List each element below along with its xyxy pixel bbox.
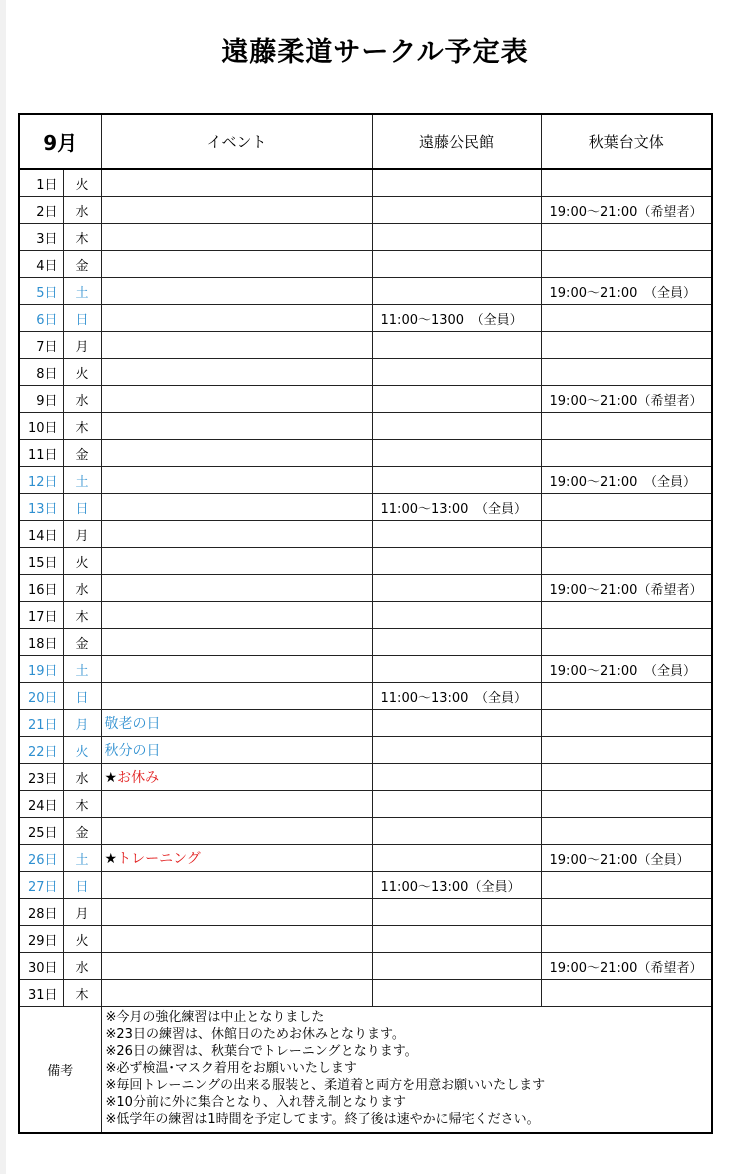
day-event [101, 602, 372, 629]
venue2-time: 19:00～21:00（希望者） [541, 197, 712, 224]
day-row [19, 359, 712, 386]
day-event [101, 521, 372, 548]
day-event [101, 872, 372, 899]
day-date: 2日 [19, 197, 63, 224]
day-event [101, 197, 372, 224]
venue2-time [541, 926, 712, 953]
day-event [101, 224, 372, 251]
day-date: 17日 [19, 602, 63, 629]
venue2-time [541, 413, 712, 440]
venue1-time [372, 332, 541, 359]
day-event [101, 980, 372, 1007]
venue1-column-header: 遠藤公民館 [372, 114, 541, 169]
venue2-time [541, 629, 712, 656]
star-icon: ★ [104, 770, 118, 786]
venue1-time [372, 467, 541, 494]
venue2-time [541, 440, 712, 467]
venue2-time: 19:00～21:00（全員） [541, 845, 712, 872]
day-event [101, 494, 372, 521]
venue1-time [372, 710, 541, 737]
event-label: お休み [117, 770, 160, 786]
venue2-time [541, 602, 712, 629]
day-weekday: 水 [63, 953, 101, 980]
day-date: 7日 [19, 332, 63, 359]
venue1-time [372, 602, 541, 629]
day-row [19, 494, 712, 521]
day-row [19, 413, 712, 440]
venue1-time [372, 953, 541, 980]
venue2-time [541, 764, 712, 791]
day-event [101, 683, 372, 710]
note-line: ※23日の練習は、休館日のためお休みとなります。 [105, 1027, 405, 1042]
day-date: 8日 [19, 359, 63, 386]
venue1-time [372, 440, 541, 467]
venue1-time: 11:00～13:00（全員） [372, 872, 541, 899]
day-date: 5日 [19, 278, 63, 305]
day-event [101, 926, 372, 953]
venue1-time [372, 169, 541, 197]
day-weekday: 日 [63, 494, 101, 521]
day-weekday: 火 [63, 737, 101, 764]
day-date: 26日 [19, 845, 63, 872]
day-date: 1日 [19, 169, 63, 197]
day-row [19, 656, 712, 683]
venue2-time: 19:00～21:00 （全員） [541, 467, 712, 494]
day-row [19, 899, 712, 926]
venue2-time [541, 899, 712, 926]
day-date: 31日 [19, 980, 63, 1007]
day-event [101, 818, 372, 845]
day-row [19, 764, 712, 791]
venue1-time [372, 818, 541, 845]
venue1-time [372, 764, 541, 791]
day-date: 10日 [19, 413, 63, 440]
day-row [19, 737, 712, 764]
venue2-time [541, 710, 712, 737]
month-header: 9月 [19, 114, 101, 169]
day-event [101, 413, 372, 440]
venue1-time [372, 224, 541, 251]
venue2-time [541, 872, 712, 899]
note-line: ※今月の強化練習は中止となりました [105, 1010, 325, 1025]
day-date: 27日 [19, 872, 63, 899]
day-date: 12日 [19, 467, 63, 494]
day-date: 9日 [19, 386, 63, 413]
venue2-time [541, 683, 712, 710]
day-weekday: 土 [63, 656, 101, 683]
venue1-time [372, 521, 541, 548]
venue2-time [541, 251, 712, 278]
day-row [19, 926, 712, 953]
day-row [19, 251, 712, 278]
note-line: ※26日の練習は、秋葉台でトレーニングとなります。 [105, 1044, 418, 1059]
day-weekday: 土 [63, 467, 101, 494]
day-date: 21日 [19, 710, 63, 737]
day-date: 6日 [19, 305, 63, 332]
day-event [101, 467, 372, 494]
event-column-header: イベント [101, 114, 372, 169]
day-weekday: 木 [63, 791, 101, 818]
day-row [19, 845, 712, 872]
venue2-time [541, 169, 712, 197]
day-row [19, 602, 712, 629]
venue2-time [541, 521, 712, 548]
day-event [101, 629, 372, 656]
day-row [19, 467, 712, 494]
day-row [19, 548, 712, 575]
page-title: 遠藤柔道サークル予定表 [221, 37, 529, 68]
day-row [19, 197, 712, 224]
notes-text [101, 1007, 712, 1134]
day-weekday: 木 [63, 224, 101, 251]
venue1-time [372, 926, 541, 953]
venue1-time [372, 737, 541, 764]
day-event [101, 305, 372, 332]
venue1-time [372, 359, 541, 386]
day-event [101, 764, 372, 791]
page-left-edge [0, 0, 6, 1174]
day-row [19, 440, 712, 467]
venue1-time [372, 629, 541, 656]
day-row [19, 278, 712, 305]
note-line: ※必ず検温･マスク着用をお願いいたします [105, 1061, 357, 1076]
header-row [19, 114, 712, 169]
venue1-time [372, 548, 541, 575]
note-line: ※10分前に外に集合となり、入れ替え制となります [105, 1095, 406, 1110]
day-weekday: 金 [63, 818, 101, 845]
day-date: 23日 [19, 764, 63, 791]
day-date: 24日 [19, 791, 63, 818]
venue1-time [372, 197, 541, 224]
day-row [19, 818, 712, 845]
day-event: 敬老の日 [101, 710, 372, 737]
day-row [19, 629, 712, 656]
day-weekday: 火 [63, 548, 101, 575]
day-event [101, 791, 372, 818]
venue2-time [541, 548, 712, 575]
note-line: ※毎回トレーニングの出来る服装と、柔道着と両方を用意お願いいたします [105, 1078, 546, 1093]
day-weekday: 水 [63, 386, 101, 413]
day-event [101, 575, 372, 602]
venue2-time: 19:00～21:00（希望者） [541, 386, 712, 413]
venue2-time: 19:00～21:00（希望者） [541, 953, 712, 980]
day-weekday: 木 [63, 980, 101, 1007]
day-weekday: 月 [63, 332, 101, 359]
day-weekday: 日 [63, 305, 101, 332]
day-weekday: 金 [63, 251, 101, 278]
day-date: 28日 [19, 899, 63, 926]
day-row [19, 575, 712, 602]
day-weekday: 日 [63, 683, 101, 710]
day-date: 29日 [19, 926, 63, 953]
venue1-time [372, 251, 541, 278]
day-date: 20日 [19, 683, 63, 710]
day-row [19, 710, 712, 737]
venue2-time: 19:00～21:00 （全員） [541, 278, 712, 305]
day-event [101, 953, 372, 980]
day-date: 30日 [19, 953, 63, 980]
notes-row [19, 1007, 712, 1134]
day-date: 11日 [19, 440, 63, 467]
day-row [19, 791, 712, 818]
day-event [101, 278, 372, 305]
day-weekday: 火 [63, 169, 101, 197]
venue1-time [372, 845, 541, 872]
venue2-time [541, 737, 712, 764]
notes-label: 備考 [19, 1007, 101, 1134]
day-event [101, 359, 372, 386]
day-date: 16日 [19, 575, 63, 602]
day-weekday: 月 [63, 899, 101, 926]
venue1-time [372, 980, 541, 1007]
day-row [19, 332, 712, 359]
venue2-time [541, 980, 712, 1007]
day-weekday: 月 [63, 710, 101, 737]
venue2-time [541, 359, 712, 386]
venue2-column-header: 秋葉台文体 [541, 114, 712, 169]
day-row [19, 953, 712, 980]
day-weekday: 水 [63, 197, 101, 224]
day-event [101, 440, 372, 467]
day-weekday: 木 [63, 602, 101, 629]
day-event [101, 548, 372, 575]
venue2-time [541, 494, 712, 521]
day-event [101, 169, 372, 197]
day-weekday: 土 [63, 278, 101, 305]
venue1-time [372, 656, 541, 683]
venue1-time [372, 899, 541, 926]
day-weekday: 水 [63, 575, 101, 602]
day-row [19, 386, 712, 413]
day-date: 22日 [19, 737, 63, 764]
day-date: 18日 [19, 629, 63, 656]
venue2-time [541, 332, 712, 359]
day-row [19, 305, 712, 332]
day-weekday: 金 [63, 629, 101, 656]
star-icon: ★ [104, 851, 118, 867]
day-weekday: 火 [63, 359, 101, 386]
day-row [19, 224, 712, 251]
day-weekday: 水 [63, 764, 101, 791]
venue2-time: 19:00～21:00（希望者） [541, 575, 712, 602]
day-date: 14日 [19, 521, 63, 548]
day-date: 3日 [19, 224, 63, 251]
day-event [101, 656, 372, 683]
day-weekday: 金 [63, 440, 101, 467]
venue2-time [541, 818, 712, 845]
venue2-time: 19:00～21:00 （全員） [541, 656, 712, 683]
day-row [19, 683, 712, 710]
day-date: 19日 [19, 656, 63, 683]
day-event [101, 845, 372, 872]
venue1-time [372, 278, 541, 305]
venue1-time [372, 386, 541, 413]
day-row [19, 521, 712, 548]
day-weekday: 火 [63, 926, 101, 953]
day-event [101, 332, 372, 359]
day-weekday: 木 [63, 413, 101, 440]
day-row [19, 169, 712, 197]
venue1-time [372, 791, 541, 818]
event-label: トレーニング [117, 851, 201, 867]
day-event [101, 899, 372, 926]
venue1-time [372, 413, 541, 440]
day-date: 25日 [19, 818, 63, 845]
day-event: 秋分の日 [101, 737, 372, 764]
venue1-time: 11:00～1300 （全員） [372, 305, 541, 332]
day-row [19, 980, 712, 1007]
day-weekday: 月 [63, 521, 101, 548]
schedule-table [18, 113, 713, 1134]
day-row [19, 872, 712, 899]
day-date: 4日 [19, 251, 63, 278]
day-weekday: 土 [63, 845, 101, 872]
venue1-time: 11:00～13:00 （全員） [372, 683, 541, 710]
day-date: 13日 [19, 494, 63, 521]
venue2-time [541, 305, 712, 332]
day-date: 15日 [19, 548, 63, 575]
day-weekday: 日 [63, 872, 101, 899]
venue2-time [541, 224, 712, 251]
note-line: ※低学年の練習は1時間を予定してます。終了後は速やかに帰宅ください。 [105, 1112, 540, 1127]
day-event [101, 386, 372, 413]
venue1-time [372, 575, 541, 602]
day-event [101, 251, 372, 278]
venue2-time [541, 791, 712, 818]
venue1-time: 11:00～13:00 （全員） [372, 494, 541, 521]
